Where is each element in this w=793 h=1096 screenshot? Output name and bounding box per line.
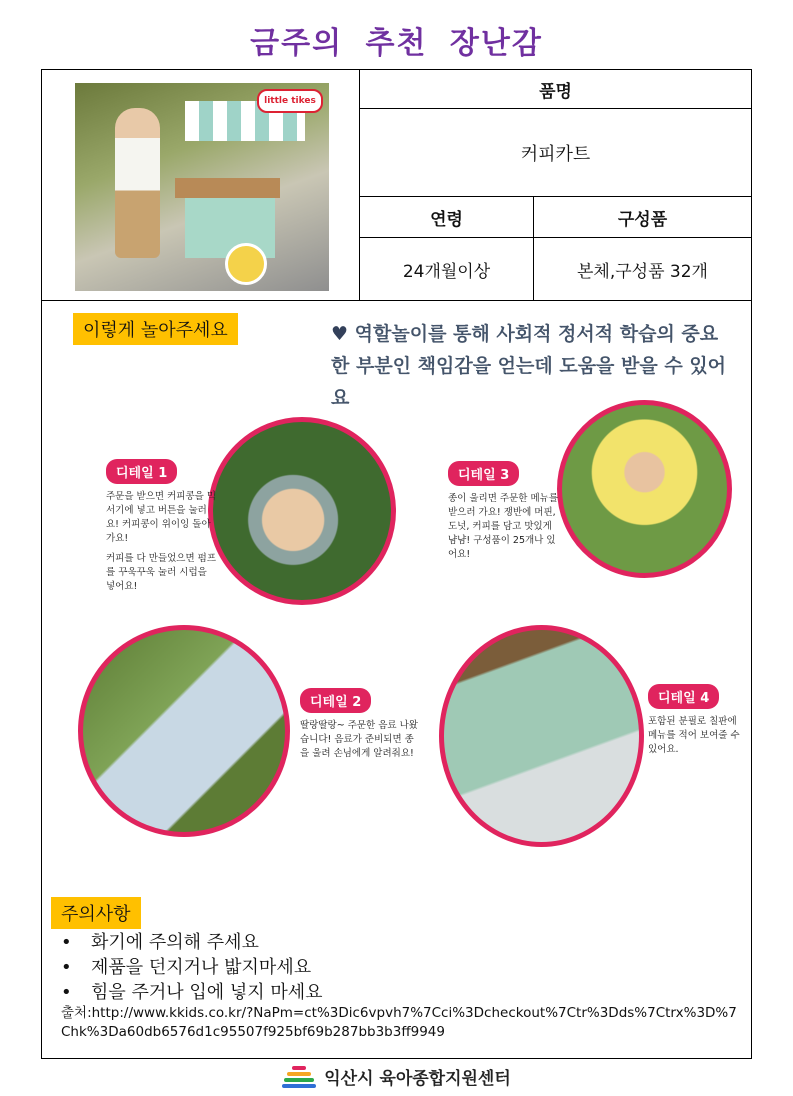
photo-cell xyxy=(42,70,360,300)
list-item: • 제품을 던지거나 밟지마세요 xyxy=(61,955,323,980)
page-title: 금주의 추천 장난감 xyxy=(250,26,543,61)
footer xyxy=(0,1064,793,1089)
spec-header-row xyxy=(360,197,751,238)
components-value: 본체,구성품 32개 xyxy=(577,261,708,282)
caution-list xyxy=(61,930,323,1005)
name-label: 품명 xyxy=(360,70,751,109)
detail-3-photo xyxy=(557,400,732,578)
play-message xyxy=(331,318,731,414)
detail-2-badge: 디테일 2 xyxy=(300,688,371,713)
detail-1 xyxy=(106,459,216,594)
toy-card xyxy=(41,69,752,1059)
center-logo-icon xyxy=(282,1066,316,1088)
detail-1-photo xyxy=(208,417,396,605)
detail-1-badge: 디테일 1 xyxy=(106,459,177,484)
cart-top-graphic xyxy=(175,178,280,198)
detail-4-text: 포함된 분필로 칠판에 메뉴를 적어 보여줄 수 있어요. xyxy=(648,716,740,755)
detail-3-text: 종이 울리면 주문한 메뉴를 받으러 가요! 쟁반에 머핀, 도넛, 커피를 담고 맛있게 냠냠! 구성품이 25개나 있어요! xyxy=(448,493,559,560)
product-photo xyxy=(75,83,329,291)
play-guide-tag: 이렇게 놀아주세요 xyxy=(73,313,238,345)
play-message-text: 역할놀이를 통해 사회적 정서적 학습의 중요한 부분인 책임감을 얻는데 도움을 받을 수 있어요 xyxy=(331,323,727,409)
components-label: 구성품 xyxy=(617,209,668,230)
brand-logo: little tikes xyxy=(257,89,323,113)
detail-1-text-2: 커피를 다 만들었으면 펌프를 꾸욱꾸욱 눌러 시럽을 넣어요! xyxy=(106,553,217,592)
detail-3-badge: 디테일 3 xyxy=(448,461,519,486)
detail-2-text: 딸랑딸랑~ 주문한 음료 나왔습니다! 음료가 준비되면 종을 울려 손님에게 알려줘요! xyxy=(300,720,418,759)
caution-tag: 주의사항 xyxy=(51,897,141,929)
detail-2-photo xyxy=(78,625,290,837)
heart-icon: ♥ xyxy=(331,323,349,345)
wheel-graphic xyxy=(225,243,267,285)
detail-2 xyxy=(300,688,418,761)
age-label: 연령 xyxy=(360,197,534,237)
child-figure xyxy=(115,108,160,258)
list-item: • 힘을 주거나 입에 넣지 마세요 xyxy=(61,980,323,1005)
product-info-table xyxy=(360,70,751,300)
detail-4-badge: 디테일 4 xyxy=(648,684,719,709)
section-divider xyxy=(42,300,751,301)
age-value: 24개월이상 xyxy=(360,238,534,300)
detail-1-text: 주문을 받으면 커피콩을 믹서기에 넣고 버튼을 눌러요! 커피콩이 위이잉 돌아가요! xyxy=(106,491,217,544)
name-value: 커피카트 xyxy=(360,109,751,197)
list-item: • 화기에 주의해 주세요 xyxy=(61,930,323,955)
detail-4-photo xyxy=(439,625,644,847)
center-name: 익산시 육아종합지원센터 xyxy=(324,1069,511,1089)
spec-value-row xyxy=(360,238,751,300)
source-link[interactable]: 출처:http://www.kkids.co.kr/?NaPm=ct%3Dic6vpvh7%7Cci%3Dcheckout%7Ctr%3Dds%7Ctrx%3D%7Chk%3Da60db6576d1c95507f925bf69b287bb3b3ff9949 xyxy=(61,1005,737,1040)
detail-3 xyxy=(448,461,560,562)
detail-4 xyxy=(648,684,748,757)
